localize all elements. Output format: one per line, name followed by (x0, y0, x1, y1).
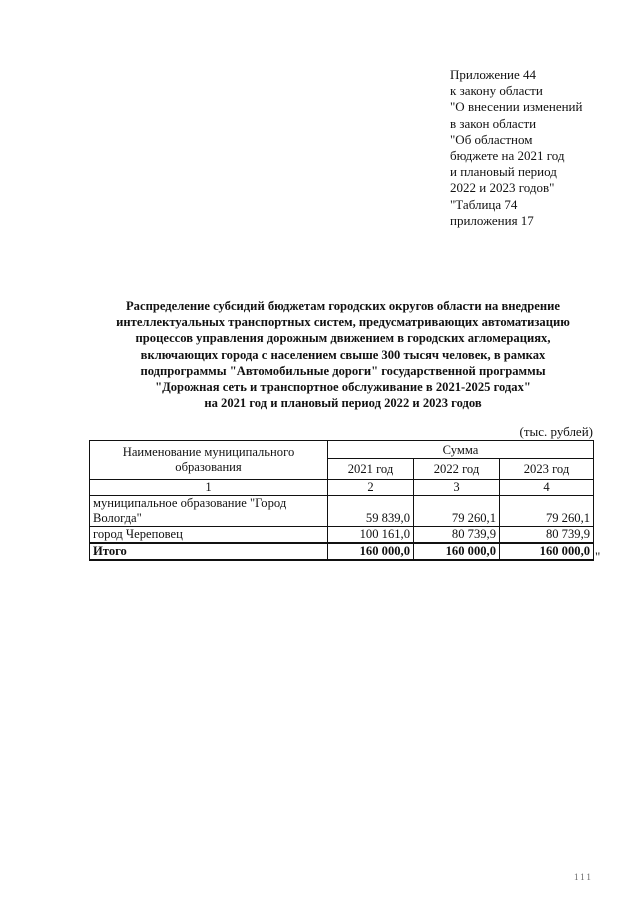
appendix-line: 2022 и 2023 годов" (450, 180, 555, 196)
row-name-cell: город Череповец (90, 527, 328, 544)
title-line: процессов управления дорожным движением в городских агломерациях, (135, 331, 551, 346)
column-number-cell: 4 (500, 480, 594, 496)
total-value-cell: 160 000,0 (328, 543, 414, 560)
total-label-cell: Итого (90, 543, 328, 560)
header-year-cell: 2022 год (414, 459, 500, 480)
appendix-line: "Об областном (450, 131, 533, 147)
page-mark: 111 (574, 872, 593, 882)
column-number-cell: 2 (328, 480, 414, 496)
table-row (90, 527, 594, 544)
header-sum-cell: Сумма (328, 441, 594, 459)
row-value-cell: 79 260,1 (414, 496, 500, 527)
row-name-line: муниципальное образование "Город (93, 496, 287, 510)
table-row (90, 496, 594, 527)
row-value-cell: 80 739,9 (500, 527, 594, 544)
title-line: "Дорожная сеть и транспортное обслуживание в 2021-2025 годах" (155, 380, 531, 395)
appendix-note (450, 67, 630, 229)
header-name-line: образования (175, 460, 242, 474)
column-number-row (90, 480, 594, 496)
title-line: подпрограммы "Автомобильные дороги" государственной программы (140, 363, 546, 378)
table-header-row (90, 441, 594, 459)
header-year-cell: 2021 год (328, 459, 414, 480)
appendix-line: к закону области (450, 83, 543, 99)
row-name-line: Вологда" (93, 511, 142, 525)
subsidy-table (89, 440, 594, 561)
title-line: интеллектуальных транспортных систем, предусматривающих автоматизацию (116, 315, 570, 330)
column-number-cell: 3 (414, 480, 500, 496)
appendix-line: в закон области (450, 115, 537, 131)
appendix-line: "О внесении изменений (450, 99, 583, 115)
appendix-line: и плановый период (450, 164, 557, 180)
units-note: (тыс. рублей) (519, 424, 593, 439)
title-line: на 2021 год и плановый период 2022 и 2023 годов (204, 396, 482, 411)
header-name-cell (90, 441, 328, 480)
header-name-line: Наименование муниципального (122, 445, 295, 459)
header-year-cell: 2023 год (500, 459, 594, 480)
title-line: включающих города с населением свыше 300 тысяч человек, в рамках (140, 347, 546, 362)
row-value-cell: 79 260,1 (500, 496, 594, 527)
closing-quote: " (595, 549, 601, 564)
appendix-line: "Таблица 74 (450, 196, 518, 212)
appendix-line: приложения 17 (450, 212, 534, 228)
total-value-cell: 160 000,0 (500, 543, 594, 560)
document-title (70, 298, 616, 411)
row-value-cell: 59 839,0 (328, 496, 414, 527)
column-number-cell: 1 (90, 480, 328, 496)
row-value-cell: 80 739,9 (414, 527, 500, 544)
row-name-cell (90, 496, 328, 527)
appendix-line: бюджете на 2021 год (450, 148, 565, 164)
total-row (90, 543, 594, 560)
title-line: Распределение субсидий бюджетам городских округов области на внедрение (125, 299, 560, 313)
appendix-line: Приложение 44 (450, 67, 537, 82)
total-value-cell: 160 000,0 (414, 543, 500, 560)
row-value-cell: 100 161,0 (328, 527, 414, 544)
